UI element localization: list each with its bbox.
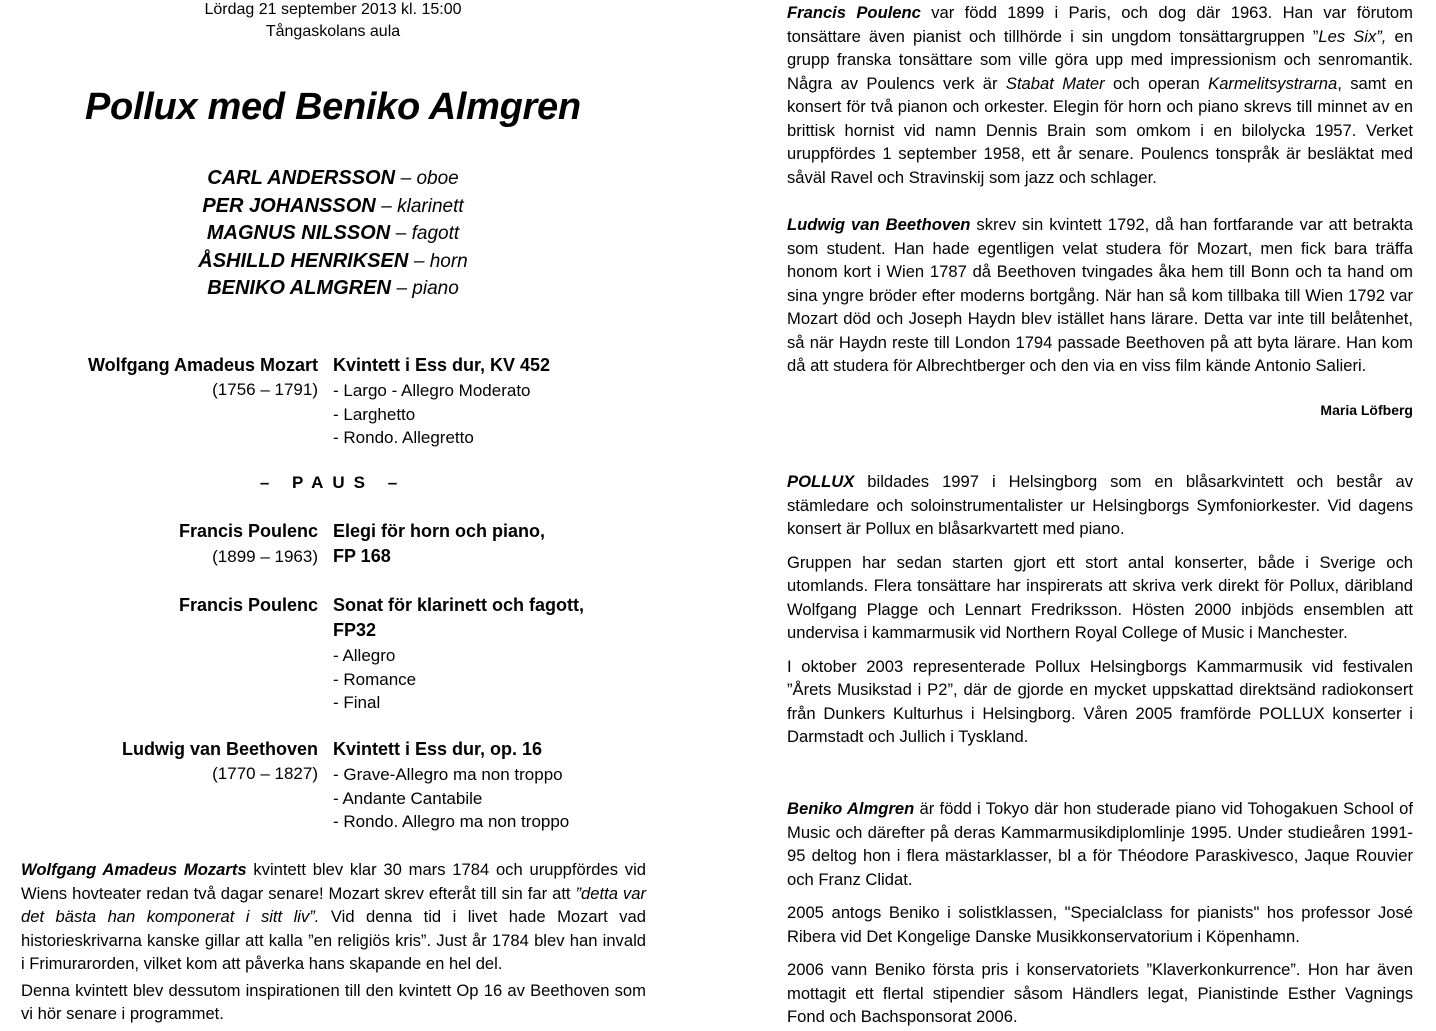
note-text: kvintett blev klar 30 mars 1784 och uruppfördes vid Wiens hovteater redan två dagar senare! Mozart skrev efteråt till sin far att: [21, 860, 646, 903]
note-paragraph: [787, 213, 1413, 378]
author-signature: Maria Löfberg: [1320, 402, 1413, 418]
performer-instrument: – klarinett: [381, 195, 464, 217]
note-text: , samt en konsert för två pianon och orkester. Elegin för horn och piano skrevs till minnet av en brittisk hornist vid namn Dennis Brain som omkom i en bilolycka 1957. Verket uruppfördes 1 september 1958, ett år senare. Poulencs tonspråk är besläktat med såväl Ravel och Stravinskij som jazz och schlager.: [787, 73, 1413, 187]
composer-years: (1756 – 1791): [212, 380, 318, 399]
work-title: Elegi för horn och piano,: [333, 521, 546, 541]
composer-name: Ludwig van Beethoven: [121, 739, 318, 759]
work-title: Sonat för klarinett och fagott,: [333, 595, 585, 615]
performer-list: [133, 165, 533, 303]
note-italic: Stabat Mater: [1005, 73, 1105, 93]
performer: [133, 248, 533, 276]
movement: - Largo - Allegro Moderato: [333, 381, 531, 400]
note-text: Vid denna tid i livet hade Mozart vad historieskrivarna kanske gillar att kalla ”en religiös kris”. Just år 1784 blev han invald i Frimurarorden, vilket kom att påverka hans skapande en hel del.: [21, 907, 647, 973]
note-text: var född 1899 i Paris, och dog där 1963. Han var förutom tonsättare även pianist och tillhörde i sin ungdom tonsättargruppen ”: [787, 3, 1413, 46]
movement-list: [333, 379, 531, 450]
intermission: – PAUS –: [259, 473, 407, 492]
beniko-notes: [787, 797, 1413, 1029]
movement: - Rondo. Allegretto: [333, 428, 474, 447]
note-lead: Wolfgang Amadeus Mozarts: [21, 860, 247, 879]
note-quote: ”detta var det bästa han komponerat i sitt liv”.: [21, 883, 646, 926]
work-title: FP32: [333, 620, 377, 640]
note-paragraph: Gruppen har sedan starten gjort ett stort antal konserter, både i Sverige och utomlands. Flera tonsättare har inspirerats att skriva verk direkt för Pollux, däribland Wolfgang Plagge och Lennart Fredriksson. Hösten 2000 inbjöds ensemblen att undervisa i kammarmusik vid Northern Royal College of Music i Manchester.: [787, 552, 1413, 642]
work-title: Kvintett i Ess dur, KV 452: [333, 355, 551, 375]
performer: [133, 220, 533, 248]
note-paragraph: [787, 1, 1413, 189]
performer: [133, 193, 533, 221]
composer-years: (1899 – 1963): [212, 547, 318, 566]
movement: - Rondo. Allegro ma non troppo: [333, 812, 570, 831]
performer-instrument: – oboe: [400, 168, 459, 189]
mozart-notes: [21, 858, 646, 1026]
note-paragraph: [21, 858, 646, 976]
movement: - Romance: [333, 669, 417, 689]
composer-name: Wolfgang Amadeus Mozart: [87, 355, 318, 375]
note-paragraph: 2005 antogs Beniko i solistklassen, "Specialclass for pianists" hos professor José Ribera vid Det Kongelige Danske Musikkonservatorium i Köpenhamn.: [787, 903, 1413, 946]
movement-list: [333, 763, 569, 834]
composer-name: Francis Poulenc: [178, 595, 318, 615]
page-title: Pollux med Beniko Almgren: [85, 86, 581, 128]
performer-instrument: – fagott: [395, 223, 460, 244]
work-title: FP 168: [333, 546, 391, 566]
concert-venue: Tångaskolans aula: [265, 23, 401, 40]
movement-list: [333, 644, 416, 715]
note-lead: Beniko Almgren: [787, 799, 915, 818]
note-lead: POLLUX: [787, 472, 855, 491]
note-text: och operan: [1104, 73, 1209, 93]
poulenc-notes: [787, 1, 1413, 189]
performer-name: ÅSHILLD HENRIKSEN: [198, 249, 409, 272]
pollux-notes: [787, 470, 1413, 749]
note-paragraph: Denna kvintett blev dessutom inspirationen till den kvintett Op 16 av Beethoven som vi hör senare i programmet.: [21, 980, 646, 1023]
movement: - Larghetto: [333, 404, 416, 424]
concert-date: Lördag 21 september 2013 kl. 15:00: [204, 1, 462, 18]
note-text: bildades 1997 i Helsingborg som en blåsarkvintett och består av stämledare och soloinstrumentalister ur Helsingborgs Symfoniorkester. Vid dagens konsert är Pollux en blåsarkvartett med piano.: [787, 472, 1413, 538]
note-lead: Ludwig van Beethoven: [787, 215, 971, 234]
note-italic: Les Six”,: [1318, 26, 1387, 46]
performer-name: PER JOHANSSON: [202, 194, 376, 217]
performer-instrument: – piano: [396, 278, 459, 299]
note-paragraph: [787, 797, 1413, 891]
note-paragraph: 2006 vann Beniko första pris i konservatoriets ”Klaverkonkurrence”. Hon har även mottagit ett flertal stipendier såsom Händlers legat, Pianistinde Esther Vagnings Fond och Bachsponsorat 2006.: [787, 960, 1413, 1026]
work-title: Kvintett i Ess dur, op. 16: [333, 739, 543, 759]
movement: - Grave-Allegro ma non troppo: [333, 765, 563, 784]
note-text: en grupp franska tonsättare som ville göra upp med impressionism och senromantik. Några av Poulencs verk är: [787, 26, 1413, 93]
note-paragraph: [787, 470, 1413, 541]
note-paragraph: I oktober 2003 representerade Pollux Helsingborgs Kammarmusik vid festivalen ”Årets Musikstad i P2”, där de gjorde en mycket uppskattad direktsänd radiokonsert från Dunkers Kulturhus i Helsingborg. Våren 2005 framförde POLLUX konserter i Darmstadt och Jullich i Tyskland.: [787, 656, 1413, 746]
movement: - Allegro: [333, 646, 396, 665]
note-text: skrev sin kvintett 1792, då han fortfarande var att betrakta som student. Han hade egentligen velat studera för Mozart, men fick bara träffa honom kort i Wien 1787 då Beethoven tvingades åka hem till Bonn och ta hand om sina yngre bröder efter moderns bortgång. När han så kom tillbaka till Wien 1792 var Mozart död och Joseph Haydn blev istället hans lärare. Detta var inte till belåtenhet, så när Haydn reste till London 1794 passade Beethoven på att byta lärare. Han kom då att studera för Albrechtberger och den via en viss film kände Antonio Salieri.: [787, 215, 1413, 375]
composer-name: Francis Poulenc: [178, 521, 318, 541]
movement: - Final: [333, 693, 381, 712]
performer-instrument: – horn: [413, 250, 468, 272]
performer: [133, 165, 533, 193]
note-lead: Francis Poulenc: [787, 3, 921, 22]
performer: [133, 275, 533, 303]
performer-name: MAGNUS NILSSON: [206, 222, 391, 244]
composer-years: (1770 – 1827): [212, 764, 318, 783]
note-text: är född i Tokyo där hon studerade piano vid Tohogakuen School of Music och därefter på deras Kammarmusikdiplomlinje 1995. Under studieåren 1991-95 deltog hon i flera mästarklasser, bl a för Théodore Paraskivesco, Jaque Rouvier och Franz Clidat.: [787, 799, 1413, 889]
performer-name: BENIKO ALMGREN: [207, 277, 391, 299]
performer-name: CARL ANDERSSON: [207, 167, 396, 189]
beethoven-notes: [787, 213, 1413, 378]
note-italic: Karmelitsystrarna: [1208, 73, 1338, 93]
movement: - Andante Cantabile: [333, 788, 483, 808]
